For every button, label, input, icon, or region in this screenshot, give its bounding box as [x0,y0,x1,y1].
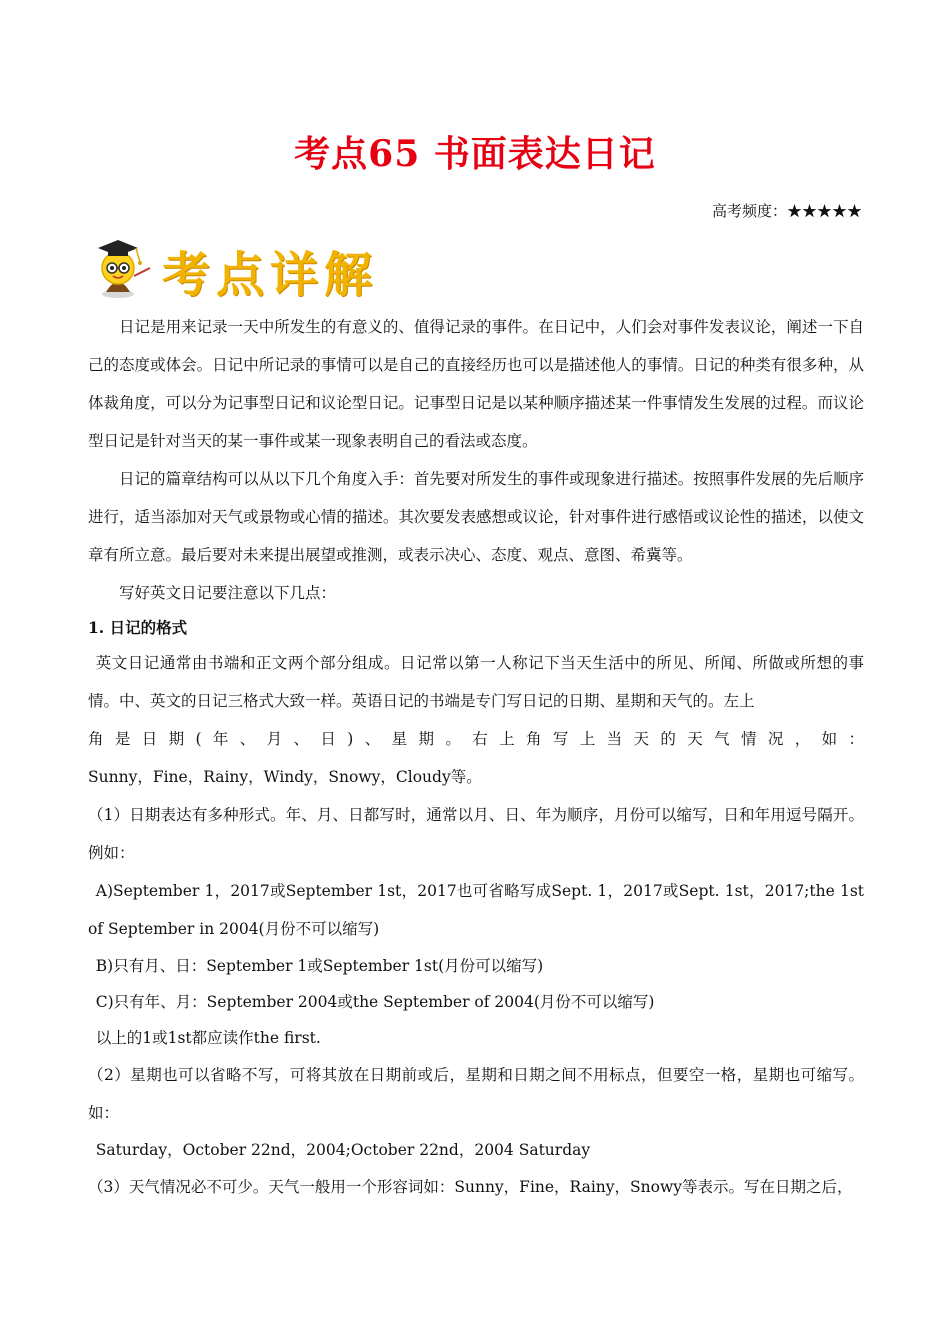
paragraph-structure: 日记的篇章结构可以从以下几个角度入手：首先要对所发生的事件或现象进行描述。按照事件发展的先后顺序进行，适当添加对天气或景物或心情的描述。其次要发表感想或议论，针对事件进行感悟或议论性的描述，以使文章有所立意。最后要对未来提出展望或推测，或表示决心、态度、观点、意图、希冀等。 [88,470,864,564]
example-weekday: Saturday，October 22nd，2004;October 22nd，2004 Saturday [95,1141,591,1159]
example-c: C)只有年、月：September 2004或the September of 2004(月份不可以缩写) [95,993,655,1011]
example-a: A)September 1，2017或September 1st，2017也可省略写成Sept. 1，2017或Sept. 1st，2017;the 1st of September in 2004(月份不可以缩写) [88,882,864,938]
example-b: B)只有月、日：September 1或September 1st(月份可以缩写) [95,957,544,975]
page-title: 考点65 书面表达日记 [294,133,656,175]
paragraph-format-b: 角是日期(年、月、日)、星期。右上角写上当天的天气情况，如： [88,730,864,748]
paragraph-tips-lead: 写好英文日记要注意以下几点： [119,584,337,602]
paragraph-weather: （3）天气情况必不可少。天气一般用一个形容词如：Sunny，Fine，Rainy，Snowy等表示。写在日期之后， [88,1178,853,1196]
article-body [88,308,864,1206]
scholar-mascot-icon [92,232,154,300]
note-reading: 以上的1或1st都应读作the first. [95,1029,321,1047]
paragraph-format-a: 英文日记通常由书端和正文两个部分组成。日记常以第一人称记下当天生活中的所见、所闻、所做或所想的事情。中、英文的日记三格式大致一样。英语日记的书端是专门写日记的日期、星期和天气的。左上 [88,654,864,710]
banner-label: 考点详解 [162,247,379,303]
frequency-rating: 高考频度：★★★★★ [711,202,862,220]
section-banner [92,232,392,302]
paragraph-date-forms: （1）日期表达有多种形式。年、月、日都写时，通常以月、日、年为顺序，月份可以缩写，日和年用逗号隔开。例如： [88,806,864,862]
paragraph-format-c: Sunny，Fine，Rainy，Windy，Snowy，Cloudy等。 [88,768,482,786]
paragraph-weekday: （2）星期也可以省略不写，可将其放在日期前或后，星期和日期之间不用标点，但要空一格，星期也可缩写。如： [88,1066,864,1122]
paragraph-intro: 日记是用来记录一天中所发生的有意义的、值得记录的事件。在日记中，人们会对事件发表议论，阐述一下自己的态度或体会。日记中所记录的事情可以是自己的直接经历也可以是描述他人的事情。日记的种类有很多种，从体裁角度，可以分为记事型日记和议论型日记。记事型日记是以某种顺序描述某一件事情发生发展的过程。而议论型日记是针对当天的某一事件或某一现象表明自己的看法或态度。 [88,318,864,450]
section-heading-format: 1. 日记的格式 [88,618,188,637]
